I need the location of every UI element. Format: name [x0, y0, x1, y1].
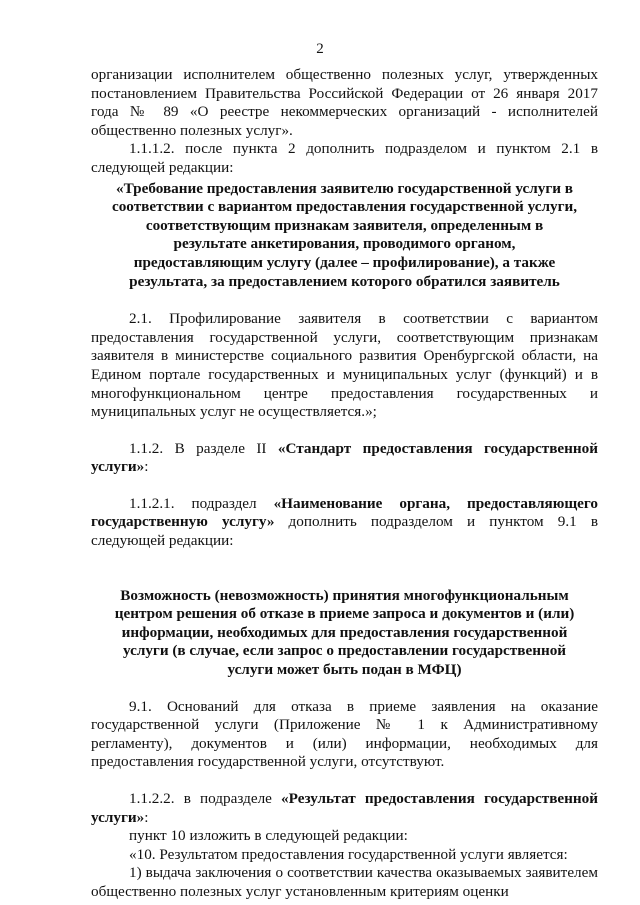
paragraph-1-1-1-2: 1.1.1.2. после пункта 2 дополнить подразделом и пунктом 2.1 в следующей редакции: [91, 140, 598, 176]
paragraph-9-1: 9.1. Оснований для отказа в приеме заявления на оказание государственной услуги (Приложение № 1 к Административному регламенту), документов и (или) информации, необходимых для предоставления государственной услуги, отсутствуют. [91, 697, 598, 771]
paragraph-continuation: организации исполнителем общественно полезных услуг, утвержденных постановлением Правительства Российской Федерации от 26 января 2017 года № 89 «О реестре некоммерческих организаций - исполнителей общественно полезных услуг». [91, 66, 598, 139]
page-number: 2 [316, 41, 324, 57]
document-body [91, 66, 598, 902]
section-heading-mfc: Возможность (невозможность) принятия многофункциональным центром решения об отказе в приеме запроса и документов и (или) информации, необходимых для предоставления государственной услуги (в случае, если запрос о предоставлении государственной услуги может быть подан в МФЦ) [114, 586, 575, 679]
section-heading-profiling: «Требование предоставления заявителю государственной услуги в соответствии с вариантом предоставления государственной услуги, соответствующим признакам заявителя, определенным в результате анкетирования, проводимого органом, предоставляющим услугу (далее – профилирование), а также результата, за предоставлением которого обратился заявитель [111, 179, 578, 290]
paragraph-subitem-1: 1) выдача заключения о соответствии качества оказываемых заявителем общественно полезных услуг установленным критериям оценки [91, 864, 598, 900]
paragraph-item-10: «10. Результатом предоставления государственной услуги является: [129, 845, 568, 863]
paragraph-1-1-2-2: 1.1.2.2. в подразделе «Результат предоставления государственной услуги»: [91, 790, 599, 826]
paragraph-2-1: 2.1. Профилирование заявителя в соответствии с вариантом предоставления государственной услуги, соответствующим признакам заявителя в министерстве социального развития Оренбургской области, на Едином портале государственных и муниципальных услуг (функций) и в многофункциональном центре предоставления государственных и муниципальных услуг не осуществляется.»; [91, 310, 598, 421]
paragraph-item-10-intro: пункт 10 изложить в следующей редакции: [129, 827, 408, 845]
paragraph-1-1-2-1: 1.1.2.1. подраздел «Наименование органа, предоставляющего государственную услугу» дополнить подразделом и пунктом 9.1 в следующей редакции: [91, 494, 598, 550]
paragraph-1-1-2: 1.1.2. В разделе II «Стандарт предоставления государственной услуги»: [91, 439, 599, 476]
